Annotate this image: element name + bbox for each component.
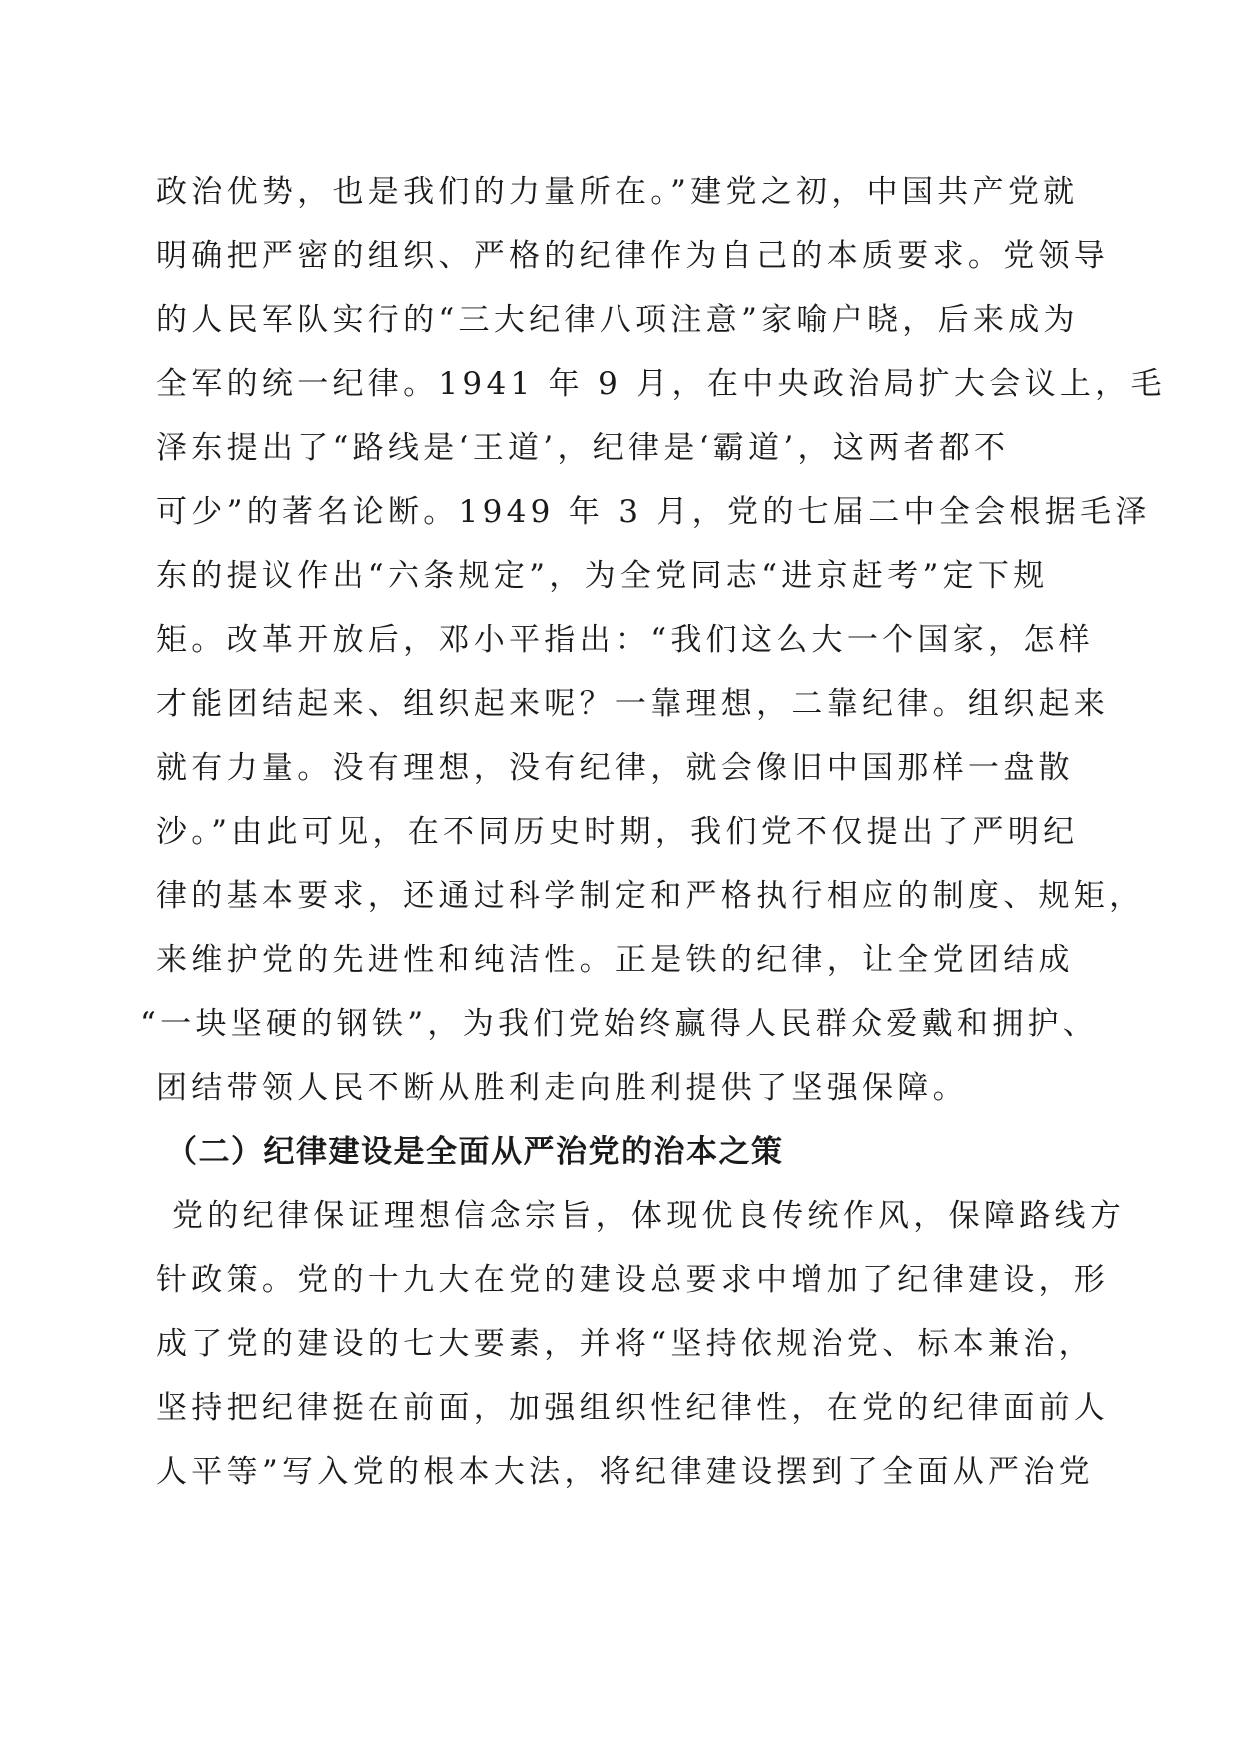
body-line: 全军的统一纪律。1941 年 9 月，在中央政治局扩大会议上，毛 <box>156 366 1166 402</box>
section-heading: （二）纪律建设是全面从严治党的治本之策 <box>166 1134 784 1170</box>
body-line: 针政策。党的十九大在党的建设总要求中增加了纪律建设，形 <box>156 1262 1110 1298</box>
body-line: 就有力量。没有理想，没有纪律，就会像旧中国那样一盘散 <box>156 750 1074 786</box>
body-line: 成了党的建设的七大要素，并将“坚持依规治党、标本兼治， <box>156 1326 1094 1362</box>
body-line: 来维护党的先进性和纯洁性。正是铁的纪律，让全党团结成 <box>156 942 1074 978</box>
body-line: 可少”的著名论断。1949 年 3 月，党的七届二中全会根据毛泽 <box>156 494 1151 530</box>
body-line: 明确把严密的组织、严格的纪律作为自己的本质要求。党领导 <box>156 238 1110 274</box>
body-line: 东的提议作出“六条规定”，为全党同志“进京赶考”定下规 <box>156 558 1049 594</box>
body-line: 政治优势，也是我们的力量所在。”建党之初，中国共产党就 <box>156 174 1079 210</box>
body-line: 沙。”由此可见，在不同历史时期，我们党不仅提出了严明纪 <box>156 814 1079 850</box>
body-line: “一块坚硬的钢铁”，为我们党始终赢得人民群众爱戴和拥护、 <box>140 1006 1099 1042</box>
body-line: 人平等”写入党的根本大法，将纪律建设摆到了全面从严治党 <box>156 1454 1094 1490</box>
body-line: 党的纪律保证理想信念宗旨，体现优良传统作风，保障路线方 <box>172 1198 1126 1234</box>
body-line: 坚持把纪律挺在前面，加强组织性纪律性，在党的纪律面前人 <box>156 1390 1110 1426</box>
body-line: 泽东提出了“路线是‘王道’，纪律是‘霸道’，这两者都不 <box>156 430 1010 466</box>
body-line: 律的基本要求，还通过科学制定和严格执行相应的制度、规矩， <box>156 878 1145 914</box>
body-line: 才能团结起来、组织起来呢？一靠理想，二靠纪律。组织起来 <box>156 686 1110 722</box>
body-line: 的人民军队实行的“三大纪律八项注意”家喻户晓，后来成为 <box>156 302 1079 338</box>
body-line: 团结带领人民不断从胜利走向胜利提供了坚强保障。 <box>156 1070 968 1106</box>
body-line: 矩。改革开放后，邓小平指出：“我们这么大一个国家，怎样 <box>156 622 1094 658</box>
